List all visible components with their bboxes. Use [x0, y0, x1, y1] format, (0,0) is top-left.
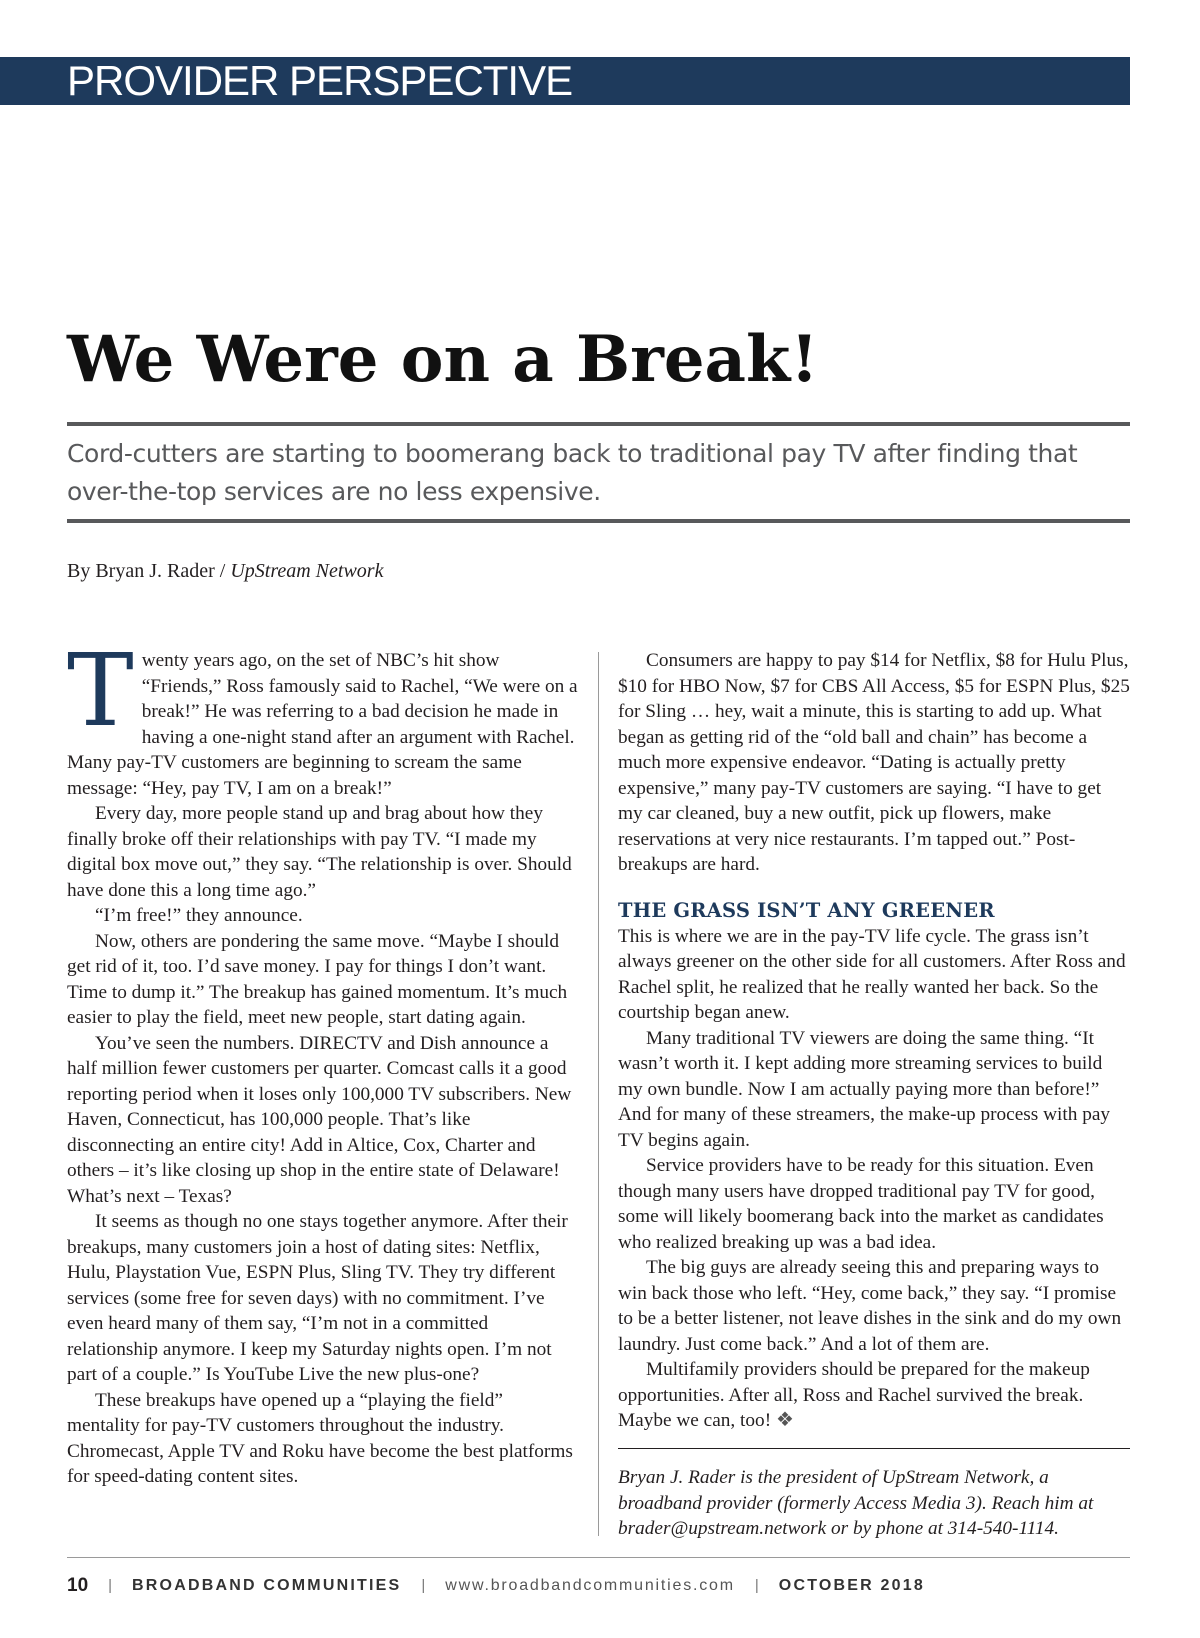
author-bio: Bryan J. Rader is the president of UpStream Network, a broadband provider (formerly Access Media 3). Reach him at brader@upstream.network or by phone at 314-540-1114. [618, 1467, 1094, 1539]
publication-url[interactable]: www.broadbandcommunities.com [445, 1577, 735, 1594]
paragraph-13 [618, 1357, 1130, 1434]
footer-separator: | [421, 1577, 426, 1594]
column-divider [598, 652, 599, 1536]
byline [67, 558, 383, 584]
page-number: 10 [67, 1575, 89, 1596]
left-column [67, 632, 579, 1490]
end-mark-icon: ❖ [775, 1409, 794, 1431]
footer-separator: | [108, 1577, 113, 1594]
subhead: THE GRASS ISN’T ANY GREENER [618, 898, 995, 922]
paragraph-1 [67, 632, 579, 801]
deck-top-rule [67, 422, 1130, 426]
section-banner [0, 57, 1130, 105]
byline-author: By Bryan J. Rader / [67, 560, 226, 582]
paragraph-12: The big guys are already seeing this and preparing ways to win back those who left. “Hey, come back,” they say. “I promise to be a better listener, not leave dishes in the sink and do my own laundry. Just come back.” And a lot of them are. [618, 1257, 1122, 1355]
paragraph-1-text: wenty years ago, on the set of NBC’s hit show “Friends,” Ross famously said to Rachel, “We were on a break!” He was referring to a bad decision he made in having a one-night stand after an argument with Rachel. Many pay-TV customers are beginning to scream the same message: “Hey, pay TV, I am on a break!” [67, 650, 578, 799]
paragraph-9: This is where we are in the pay-TV life cycle. The grass isn’t always greener on the other side for all customers. After Ross and Rachel split, he realized that he really wanted her back. So the courtship began anew. [618, 925, 1126, 1023]
deck-bottom-rule [67, 519, 1130, 523]
footer-separator: | [754, 1577, 759, 1594]
section-label: PROVIDER PERSPECTIVE [67, 57, 573, 104]
footer-rule [67, 1557, 1130, 1558]
right-column [618, 648, 1130, 1434]
paragraph-5: You’ve seen the numbers. DIRECTV and Dish announce a half million fewer customers per quarter. Comcast calls it a good reporting period when it loses only 100,000 TV subscribers. New Haven, Connecticut, has 100,000 people. That’s like disconnecting an entire city! Add in Altice, Cox, Charter and others – it’s like closing up shop in the entire state of Delaware! What’s next – Texas? [67, 1032, 572, 1207]
issue-date: OCTOBER 2018 [778, 1577, 925, 1594]
bio-rule [618, 1448, 1130, 1449]
publication-name: BROADBAND COMMUNITIES [132, 1577, 402, 1594]
paragraph-13-text: Multifamily providers should be prepared for the makeup opportunities. After all, Ross and Rachel survived the break. Maybe we can, too! [618, 1359, 1090, 1431]
article-headline: We Were on a Break! [67, 322, 819, 397]
paragraph-11: Service providers have to be ready for this situation. Even though many users have dropped traditional pay TV for good, some will likely boomerang back into the market as candidates who realized breaking up was a bad idea. [618, 1155, 1104, 1253]
paragraph-6: It seems as though no one stays together anymore. After their breakups, many customers join a host of dating sites: Netflix, Hulu, Playstation Vue, ESPN Plus, Sling TV. They try different services (some free for seven days) with no commitment. I’ve even heard many of them say, “I’m not in a committed relationship anymore. I keep my Saturday nights open. I’m not part of a couple.” Is YouTube Live the new plus-one? [67, 1211, 568, 1385]
article-deck: Cord-cutters are starting to boomerang back to traditional pay TV after finding that over-the-top services are no less expensive. [67, 439, 1078, 506]
drop-cap: T [67, 632, 134, 749]
byline-outlet: UpStream Network [230, 560, 384, 582]
paragraph-3: “I’m free!” they announce. [95, 905, 303, 926]
paragraph-10: Many traditional TV viewers are doing the same thing. “It wasn’t worth it. I kept adding more streaming services to build my own bundle. Now I am actually paying more than before!” And for many of these streamers, the make-up process with pay TV begins again. [618, 1027, 1111, 1151]
page-footer [67, 1572, 925, 1600]
paragraph-2: Every day, more people stand up and brag about how they finally broke off their relationships with pay TV. “I made my digital box move out,” they say. “The relationship is over. Should have done this a long time ago.” [67, 803, 572, 901]
paragraph-7: These breakups have opened up a “playing the field” mentality for pay-TV customers throughout the industry. Chromecast, Apple TV and Roku have become the best platforms for speed-dating content sites. [67, 1389, 573, 1487]
paragraph-4: Now, others are pondering the same move. “Maybe I should get rid of it, too. I’d save money. I pay for things I don’t want. Time to dump it.” The breakup has gained momentum. It’s much easier to play the field, meet new people, start dating again. [67, 930, 568, 1028]
paragraph-8: Consumers are happy to pay $14 for Netflix, $8 for Hulu Plus, $10 for HBO Now, $7 for CBS All Access, $5 for ESPN Plus, $25 for Sling … hey, wait a minute, this is starting to add up. What began as getting rid of the “old ball and chain” has become a much more expensive endeavor. “Dating is actually pretty expensive,” many pay-TV customers are saying. “I have to get my car cleaned, buy a new outfit, pick up flowers, make reservations at very nice restaurants. I’m tapped out.” Post-breakups are hard. [618, 650, 1130, 875]
